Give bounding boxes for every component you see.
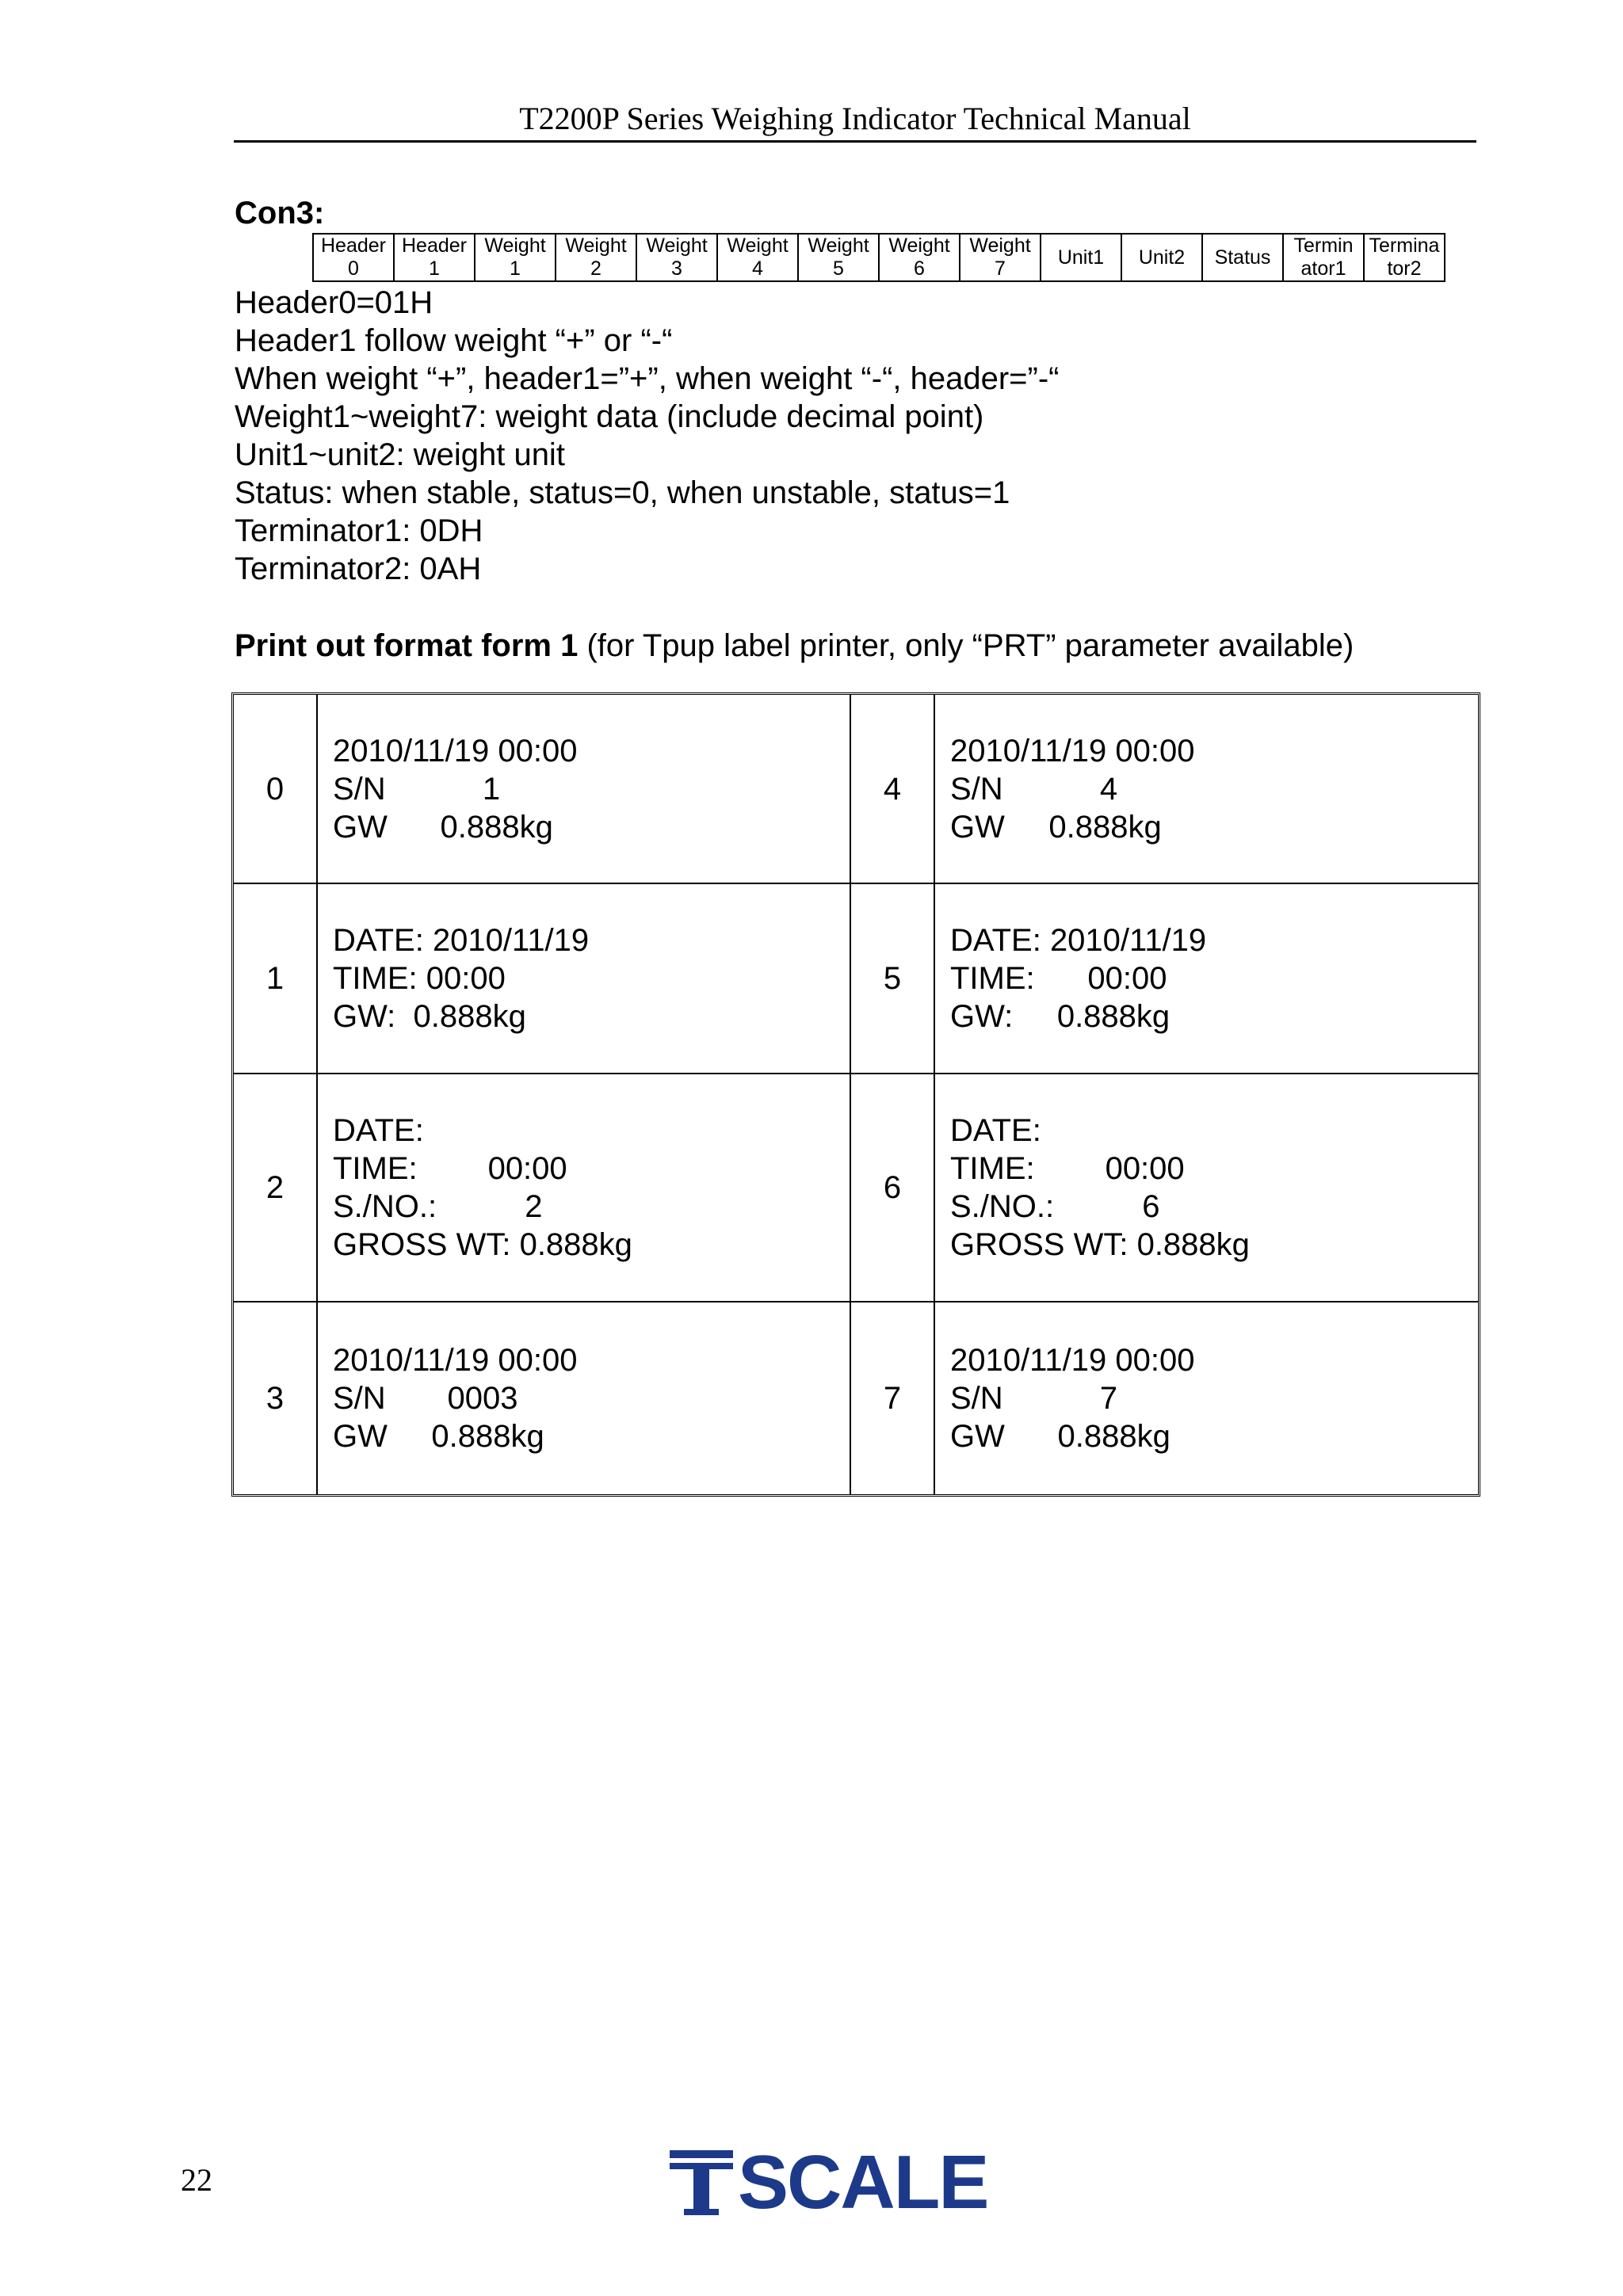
description-line: Weight1~weight7: weight data (include decimal point) xyxy=(235,399,984,434)
table-row xyxy=(234,1302,1478,1494)
tscale-t-mark-icon xyxy=(670,2150,733,2215)
format-sample: 2010/11/19 00:00 S/N 7 GW 0.888kg xyxy=(950,1343,1195,1454)
format-number: 2 xyxy=(234,1074,318,1302)
format-number: 0 xyxy=(234,695,318,884)
format-sample: DATE: TIME: 00:00 S./NO.: 2 GROSS WT: 0.888kg xyxy=(318,1074,851,1302)
header-divider xyxy=(234,140,1476,143)
format-sample: 2010/11/19 00:00 S/N 1 GW 0.888kg xyxy=(318,695,851,884)
description-line: When weight “+”, header1=”+”, when weight “-“, header=”-“ xyxy=(235,361,1060,396)
page-number: 22 xyxy=(181,2162,212,2198)
format-sample: DATE: 2010/11/19 TIME: 00:00 GW: 0.888kg xyxy=(935,884,1478,1074)
format-number: 7 xyxy=(851,1302,935,1494)
field-cell: Unit1 xyxy=(1041,234,1121,281)
field-cell: Weight 6 xyxy=(879,234,960,281)
field-cell: Status xyxy=(1202,234,1283,281)
description-line: Unit1~unit2: weight unit xyxy=(235,437,565,472)
field-cell: Termin ator1 xyxy=(1283,234,1364,281)
format-sample: DATE: TIME: 00:00 S./NO.: 6 GROSS WT: 0.888kg xyxy=(935,1074,1478,1302)
format-number: 1 xyxy=(234,884,318,1074)
format-number: 5 xyxy=(851,884,935,1074)
field-cell: Termina tor2 xyxy=(1364,234,1445,281)
table-row xyxy=(234,695,1478,884)
print-format-title-bold: Print out format form 1 xyxy=(235,628,579,663)
table-row xyxy=(234,884,1478,1074)
format-number: 6 xyxy=(851,1074,935,1302)
format-sample: 2010/11/19 00:00 S/N 4 GW 0.888kg xyxy=(935,695,1478,884)
print-format-title xyxy=(235,624,1354,667)
description-line: Terminator1: 0DH xyxy=(235,513,483,548)
field-cell: Weight 4 xyxy=(717,234,798,281)
print-format-title-rest: (for Tpup label printer, only “PRT” parameter available) xyxy=(578,628,1354,663)
field-cell: Header 1 xyxy=(394,234,475,281)
print-format-table xyxy=(231,692,1480,1497)
field-cell: Header 0 xyxy=(313,234,394,281)
table-row xyxy=(234,1074,1478,1302)
logo-text: SCALE xyxy=(738,2140,988,2225)
field-cell: Weight 2 xyxy=(556,234,636,281)
format-sample: DATE: 2010/11/19 TIME: 00:00 GW: 0.888kg xyxy=(318,884,851,1074)
description-line: Header0=01H xyxy=(235,285,433,320)
description-line: Terminator2: 0AH xyxy=(235,551,482,586)
description-line: Header1 follow weight “+” or “-“ xyxy=(235,323,673,358)
format-sample: 2010/11/19 00:00 S/N 0003 GW 0.888kg xyxy=(318,1302,851,1494)
field-cell: Weight 1 xyxy=(475,234,556,281)
description-line: Status: when stable, status=0, when unstable, status=1 xyxy=(235,475,1010,510)
format-number: 3 xyxy=(234,1302,318,1494)
format-number: 4 xyxy=(851,695,935,884)
field-cell: Unit2 xyxy=(1121,234,1202,281)
page-header-title: T2200P Series Weighing Indicator Technical Manual xyxy=(519,101,1191,136)
con3-field-table xyxy=(312,233,1445,282)
tscale-logo xyxy=(670,2140,1002,2225)
field-cell: Weight 3 xyxy=(636,234,717,281)
field-row xyxy=(313,234,1445,281)
field-cell: Weight 5 xyxy=(798,234,879,281)
field-description xyxy=(235,284,1060,588)
field-cell: Weight 7 xyxy=(960,234,1041,281)
section-title: Con3: xyxy=(235,196,325,231)
